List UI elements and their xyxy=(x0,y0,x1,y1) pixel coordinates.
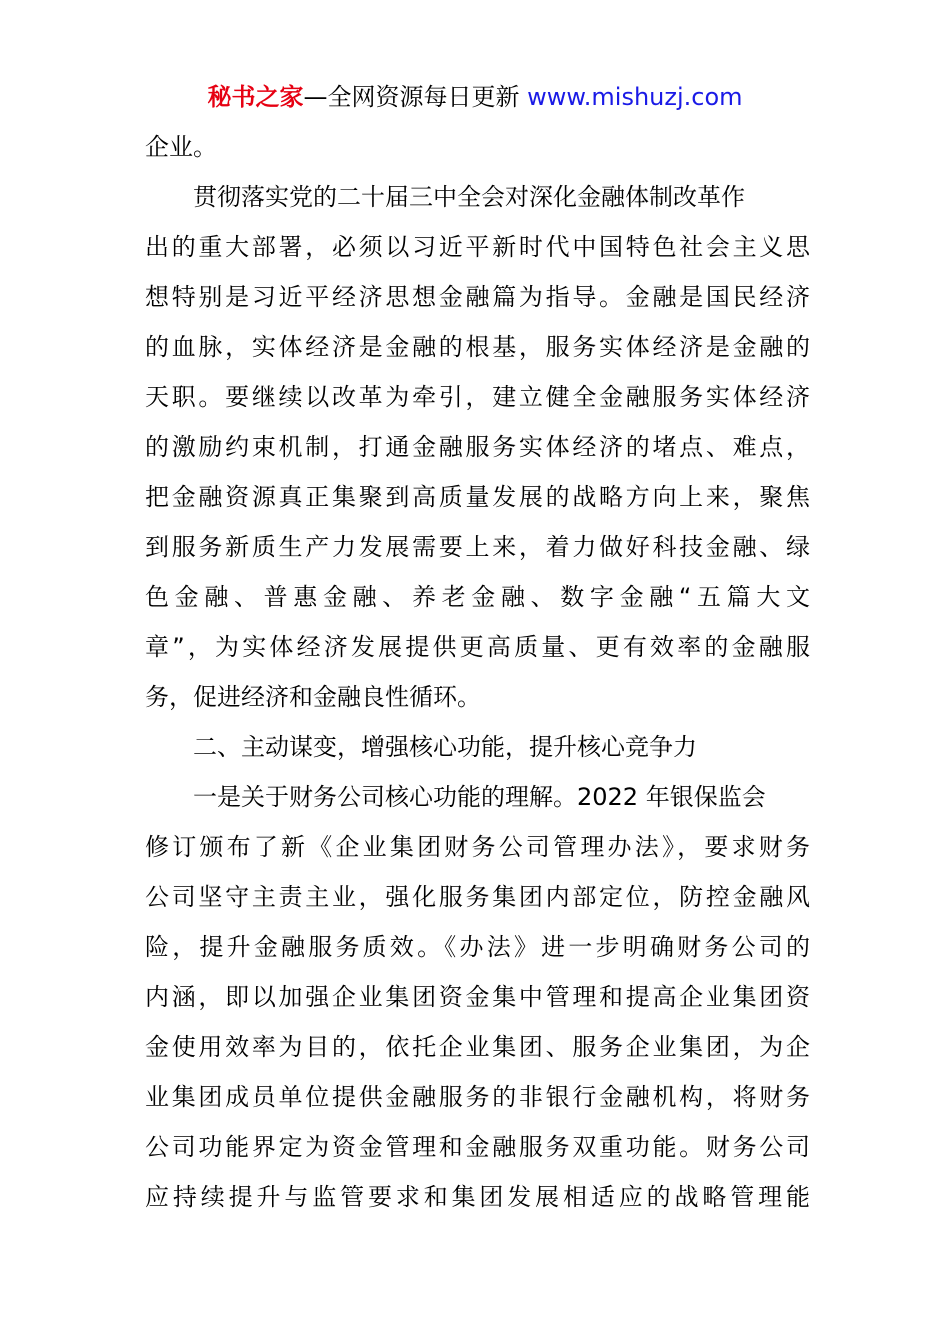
text-line: 务，促进经济和金融良性循环。 xyxy=(145,683,481,711)
text-line: 业集团成员单位提供金融服务的非银行金融机构，将财务 xyxy=(145,1083,810,1111)
text-line: 修订颁布了新《企业集团财务公司管理办法》，要求财务 xyxy=(145,833,810,861)
page-header xyxy=(0,80,950,114)
text-line: 企业。 xyxy=(145,133,217,161)
text-line: 公司坚守主责主业，强化服务集团内部定位，防控金融风 xyxy=(145,883,810,911)
site-tagline: —全网资源每日更新 xyxy=(303,83,528,111)
text-line: 应持续提升与监管要求和集团发展相适应的战略管理能 xyxy=(145,1183,810,1211)
site-url-link[interactable]: www.mishuzj.com xyxy=(527,83,743,111)
text-line: 金使用效率为目的，依托企业集团、服务企业集团，为企 xyxy=(145,1033,810,1061)
text-line: 内涵，即以加强企业集团资金集中管理和提高企业集团资 xyxy=(145,983,810,1011)
site-brand: 秘书之家 xyxy=(207,83,304,111)
paragraph-start-line: 贯彻落实党的二十届三中全会对深化金融体制改革作 xyxy=(193,183,745,211)
text-line: 出的重大部署，必须以习近平新时代中国特色社会主义思 xyxy=(145,233,810,261)
text-line: 章”，为实体经济发展提供更高质量、更有效率的金融服 xyxy=(145,633,810,661)
text-line: 的激励约束机制，打通金融服务实体经济的堵点、难点， xyxy=(145,433,810,461)
text-line: 色金融、普惠金融、养老金融、数字金融“五篇大文 xyxy=(145,583,810,611)
text-line: 到服务新质生产力发展需要上来，着力做好科技金融、绿 xyxy=(145,533,810,561)
text-line: 险，提升金融服务质效。《办法》进一步明确财务公司的 xyxy=(145,933,810,961)
text-line: 的血脉，实体经济是金融的根基，服务实体经济是金融的 xyxy=(145,333,810,361)
text-line: 把金融资源真正集聚到高质量发展的战略方向上来，聚焦 xyxy=(145,483,810,511)
text-line: 公司功能界定为资金管理和金融服务双重功能。财务公司 xyxy=(145,1133,810,1161)
document-body xyxy=(145,122,810,1222)
section-heading: 二、主动谋变，增强核心功能，提升核心竞争力 xyxy=(193,733,697,761)
text-line: 天职。要继续以改革为牵引，建立健全金融服务实体经济 xyxy=(145,383,810,411)
paragraph-start-line: 一是关于财务公司核心功能的理解。2022 年银保监会 xyxy=(193,783,766,811)
text-line: 想特别是习近平经济思想金融篇为指导。金融是国民经济 xyxy=(145,283,810,311)
